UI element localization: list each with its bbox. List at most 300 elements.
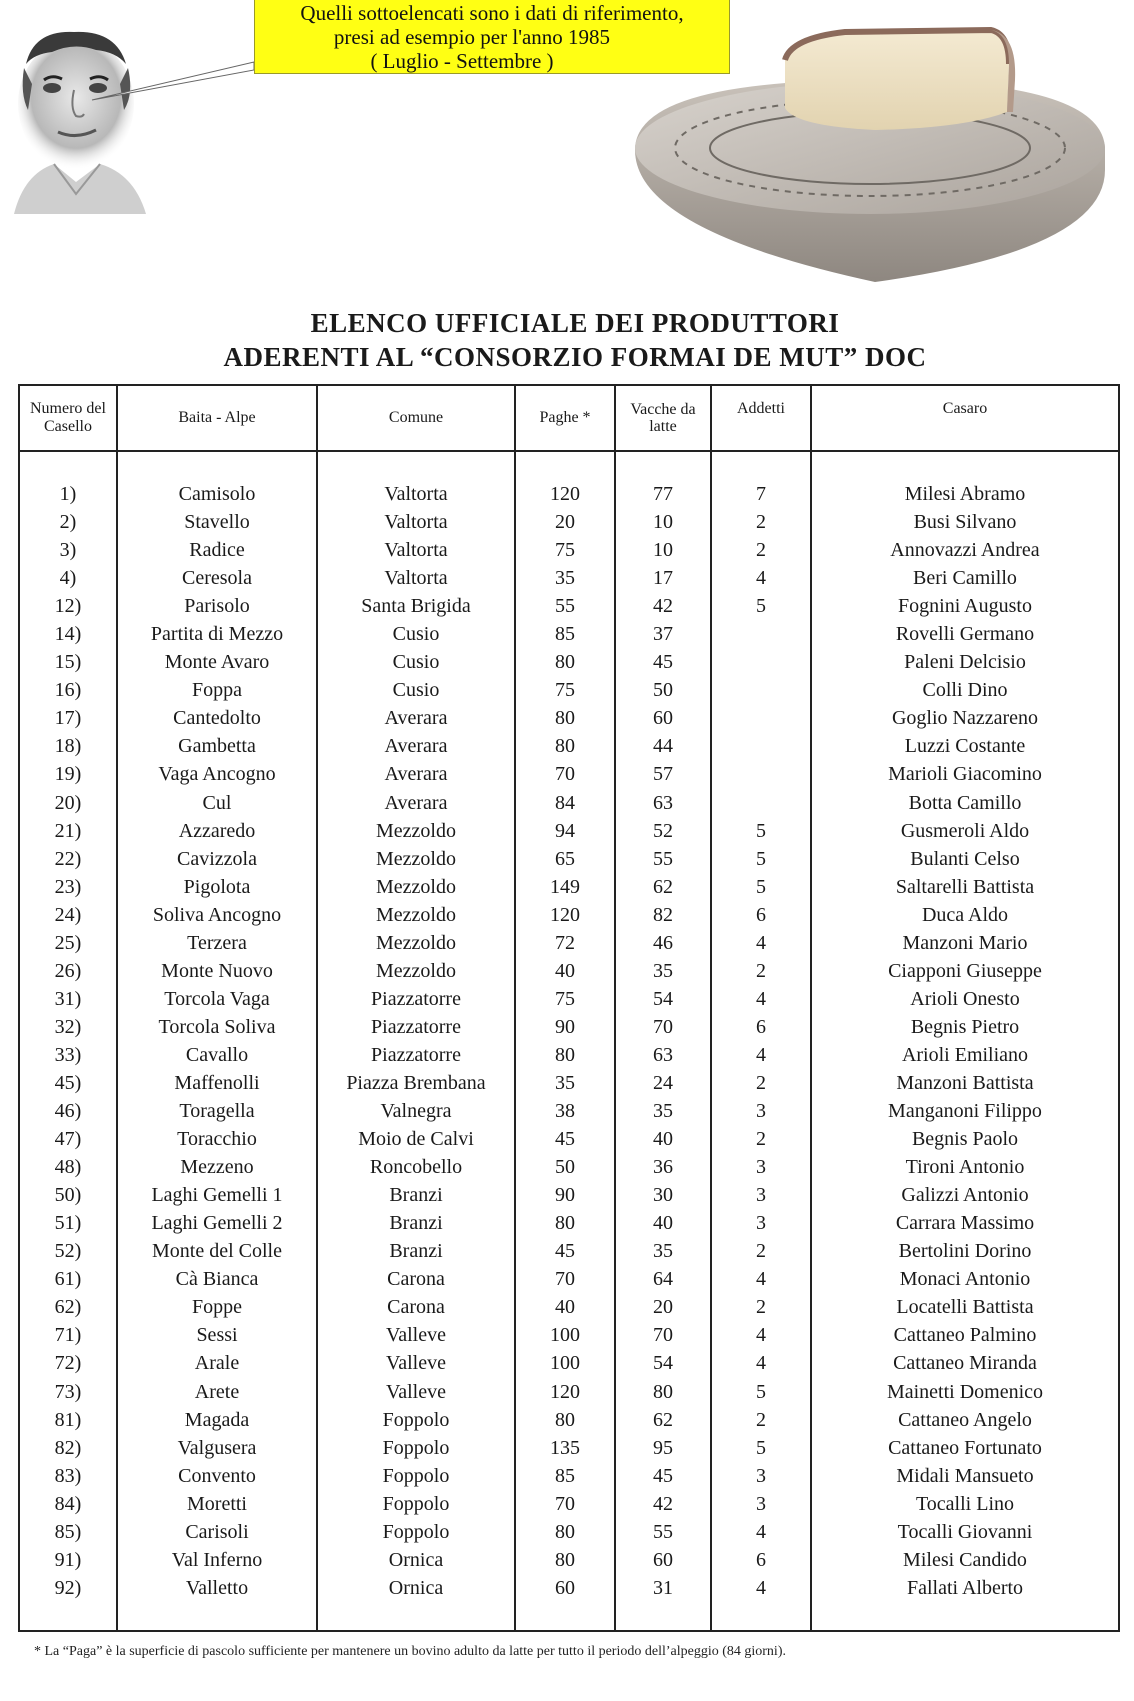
cell-baita: Stavello [184,511,250,534]
cell-addetti: 2 [756,1240,766,1263]
cell-addetti: 5 [756,875,766,898]
cell-baita: Cul [202,791,232,814]
cell-numero: 31) [54,987,82,1010]
cell-numero: 24) [54,903,82,926]
table-row [20,901,1118,929]
cell-baita: Arete [194,1380,240,1403]
cell-casaro: Ciapponi Giuseppe [888,959,1042,982]
cell-baita: Mezzeno [180,1156,254,1179]
cell-numero: 18) [54,735,82,758]
cell-numero: 16) [54,679,82,702]
cell-comune: Ornica [388,1576,444,1599]
cell-addetti: 2 [756,511,766,534]
cell-paghe: 38 [555,1100,575,1123]
table-row [20,1546,1118,1574]
cell-paghe: 45 [555,1128,575,1151]
cell-comune: Averara [384,735,448,758]
cell-addetti: 4 [756,1520,766,1543]
cell-numero: 21) [54,819,82,842]
cell-baita: Monte del Colle [152,1240,282,1263]
table-row [20,1321,1118,1349]
cell-comune: Piazzatorre [371,987,461,1010]
cell-comune: Valleve [386,1352,446,1375]
cell-numero: 85) [54,1520,82,1543]
cell-baita: Ceresola [182,567,252,590]
cell-casaro: Monaci Antonio [899,1268,1031,1291]
cell-addetti: 4 [756,1576,766,1599]
cell-addetti: 6 [756,1015,766,1038]
cell-numero: 81) [54,1408,82,1431]
cell-paghe: 94 [555,819,575,842]
table-row [20,817,1118,845]
cell-baita: Foppa [192,679,242,702]
header-casaro: Casaro [942,400,988,417]
cell-comune: Mezzoldo [376,959,456,982]
cell-casaro: Galizzi Antonio [901,1184,1029,1207]
cell-baita: Cavizzola [177,847,257,870]
header-numero: Numero del Casello [30,400,106,435]
cell-numero: 72) [54,1352,82,1375]
cell-vacche: 62 [653,875,673,898]
table-row [20,1462,1118,1490]
cell-comune: Branzi [389,1212,443,1235]
table-row [20,1069,1118,1097]
cell-addetti: 4 [756,567,766,590]
cell-vacche: 30 [653,1184,673,1207]
cell-baita: Convento [178,1464,256,1487]
cell-comune: Carona [387,1296,445,1319]
cell-addetti: 4 [756,1352,766,1375]
table-row [20,1490,1118,1518]
header-divider [20,450,1118,452]
cell-casaro: Paleni Delcisio [904,651,1026,674]
cell-baita: Monte Nuovo [161,959,273,982]
cell-baita: Partita di Mezzo [150,623,284,646]
cell-vacche: 55 [653,847,673,870]
cell-vacche: 42 [653,1492,673,1515]
table-row [20,1434,1118,1462]
cell-paghe: 40 [555,1296,575,1319]
cell-numero: 1) [59,483,77,505]
cell-addetti: 6 [756,903,766,926]
cell-vacche: 50 [653,679,673,702]
table-body [20,480,1118,1602]
cell-addetti [712,648,810,676]
cell-addetti: 2 [756,959,766,982]
cell-comune: Ornica [388,1548,444,1571]
cell-addetti: 5 [756,819,766,842]
cell-vacche: 63 [653,791,673,814]
cell-paghe: 20 [555,511,575,534]
table-row [20,508,1118,536]
cell-baita: Torcola Soliva [158,1015,276,1038]
cell-addetti [712,732,810,760]
table-row [20,1293,1118,1321]
cell-baita: Camisolo [178,483,256,505]
cell-vacche: 63 [653,1043,673,1066]
cell-numero: 12) [54,595,82,618]
cell-casaro: Bertolini Dorino [898,1240,1032,1263]
cell-baita: Valletto [185,1576,249,1599]
cell-casaro: Annovazzi Andrea [890,539,1040,562]
cell-addetti: 4 [756,931,766,954]
cell-vacche: 54 [653,1352,673,1375]
cell-addetti: 5 [756,847,766,870]
cell-baita: Toragella [179,1100,255,1123]
table-row [20,704,1118,732]
cell-addetti: 4 [756,1043,766,1066]
table-row [20,873,1118,901]
cell-casaro: Fallati Alberto [906,1576,1024,1599]
cell-vacche: 60 [653,1548,673,1571]
cell-numero: 71) [54,1324,82,1347]
cell-baita: Radice [189,539,245,562]
cell-paghe: 80 [555,1520,575,1543]
cell-paghe: 120 [550,483,580,505]
callout-line-2: presi ad esempio per l'anno 1985 [333,25,611,49]
cell-baita: Magada [184,1408,250,1431]
cell-paghe: 75 [555,539,575,562]
cell-vacche: 64 [653,1268,673,1291]
cell-vacche: 10 [653,539,673,562]
cell-baita: Toracchio [177,1128,257,1151]
cell-paghe: 40 [555,959,575,982]
cell-comune: Foppolo [382,1408,450,1431]
cell-baita: Carisoli [185,1520,249,1543]
cell-comune: Cusio [392,651,440,674]
cheese-wheel-photo [635,20,1115,300]
cell-numero: 83) [54,1464,82,1487]
cell-comune: Branzi [389,1240,443,1263]
cell-baita: Cà Bianca [175,1268,259,1291]
header-baita: Baita - Alpe [178,409,256,426]
cell-numero: 50) [54,1184,82,1207]
cell-comune: Valleve [386,1324,446,1347]
cell-paghe: 90 [555,1015,575,1038]
table-row [20,620,1118,648]
cell-comune: Cusio [392,623,440,646]
cell-comune: Valtorta [384,567,448,590]
cell-paghe: 60 [555,1576,575,1599]
cell-baita: Cantedolto [173,707,261,730]
cell-numero: 33) [54,1043,82,1066]
cell-addetti [712,620,810,648]
cell-baita: Gambetta [178,735,256,758]
cell-casaro: Manganoni Filippo [888,1100,1042,1123]
cell-addetti: 3 [756,1184,766,1207]
cell-comune: Branzi [389,1184,443,1207]
cell-addetti: 5 [756,1436,766,1459]
cell-vacche: 20 [653,1296,673,1319]
cell-casaro: Cattaneo Miranda [893,1352,1037,1375]
cell-baita: Valgusera [177,1436,257,1459]
cell-paghe: 80 [555,735,575,758]
cell-addetti: 5 [756,1380,766,1403]
cell-casaro: Fognini Augusto [898,595,1032,618]
cell-numero: 32) [54,1015,82,1038]
cell-baita: Arale [194,1352,240,1375]
cell-numero: 91) [54,1548,82,1571]
cell-numero: 62) [54,1296,82,1319]
table-row [20,789,1118,817]
cell-comune: Valtorta [384,539,448,562]
cell-casaro: Busi Silvano [913,511,1017,534]
cell-vacche: 45 [653,1464,673,1487]
footnote: * La “Paga” è la superficie di pascolo sufficiente per mantenere un bovino adulto da latte per tutto il periodo dell’alpeggio (84 giorni). [34,1644,786,1659]
cell-vacche: 42 [653,595,673,618]
cell-numero: 52) [54,1240,82,1263]
cell-paghe: 85 [555,623,575,646]
cell-vacche: 54 [653,987,673,1010]
cell-comune: Averara [384,791,448,814]
cell-addetti: 3 [756,1492,766,1515]
cell-numero: 26) [54,959,82,982]
cell-addetti: 3 [756,1464,766,1487]
cell-comune: Roncobello [369,1156,463,1179]
table-row [20,480,1118,508]
cell-baita: Terzera [187,931,247,954]
table-row [20,1574,1118,1602]
title-line-2: ADERENTI AL “CONSORZIO FORMAI DE MUT” DOC [223,342,927,372]
cell-casaro: Beri Camillo [913,567,1017,590]
cell-addetti: 2 [756,1128,766,1151]
cell-numero: 17) [54,707,82,730]
table-row [20,564,1118,592]
cell-vacche: 35 [653,959,673,982]
cell-numero: 22) [54,847,82,870]
table-row [20,845,1118,873]
producers-table [18,384,1120,1632]
cell-vacche: 40 [653,1128,673,1151]
cell-baita: Soliva Ancogno [152,903,282,926]
cell-addetti [712,760,810,788]
cell-baita: Pigolota [183,875,251,898]
cell-casaro: Locatelli Battista [896,1296,1034,1319]
table-row [20,1041,1118,1069]
cell-paghe: 120 [550,903,580,926]
cell-paghe: 149 [550,875,580,898]
cell-casaro: Rovelli Germano [895,623,1035,646]
cell-addetti: 7 [756,483,766,505]
cell-vacche: 60 [653,707,673,730]
cell-casaro: Botta Camillo [908,791,1022,814]
table-row [20,957,1118,985]
cell-baita: Laghi Gemelli 2 [151,1212,283,1235]
cell-paghe: 80 [555,1408,575,1431]
cell-casaro: Cattaneo Fortunato [888,1436,1042,1459]
table-row [20,1518,1118,1546]
cell-vacche: 46 [653,931,673,954]
cell-paghe: 80 [555,707,575,730]
cell-paghe: 85 [555,1464,575,1487]
cell-vacche: 35 [653,1240,673,1263]
cell-casaro: Duca Aldo [921,903,1009,926]
cell-baita: Torcola Vaga [164,987,270,1010]
cell-comune: Valleve [386,1380,446,1403]
cell-paghe: 80 [555,1548,575,1571]
cell-vacche: 40 [653,1212,673,1235]
cell-comune: Mezzoldo [376,819,456,842]
cell-numero: 23) [54,875,82,898]
cell-vacche: 36 [653,1156,673,1179]
table-row [20,676,1118,704]
cell-casaro: Goglio Nazzareno [891,707,1039,730]
cell-addetti: 6 [756,1548,766,1571]
cell-addetti: 5 [756,595,766,618]
cell-numero: 2) [59,511,77,534]
cell-comune: Valtorta [384,483,448,505]
cell-addetti [712,704,810,732]
cell-numero: 3) [59,539,77,562]
cell-numero: 47) [54,1128,82,1151]
cell-paghe: 72 [555,931,575,954]
cell-numero: 48) [54,1156,82,1179]
cell-addetti: 4 [756,1268,766,1291]
cell-paghe: 45 [555,1240,575,1263]
header-vacche: Vacche da latte [630,401,696,435]
cell-comune: Mezzoldo [376,847,456,870]
table-row [20,1378,1118,1406]
cell-casaro: Milesi Abramo [904,483,1026,505]
cell-vacche: 31 [653,1576,673,1599]
cell-numero: 46) [54,1100,82,1123]
cell-addetti: 2 [756,1296,766,1319]
cell-numero: 25) [54,931,82,954]
cell-vacche: 62 [653,1408,673,1431]
table-row [20,1181,1118,1209]
cell-vacche: 45 [653,651,673,674]
table-row [20,1237,1118,1265]
cell-baita: Sessi [196,1324,238,1347]
cell-casaro: Tocalli Giovanni [897,1520,1033,1543]
cell-casaro: Manzoni Battista [896,1071,1034,1094]
cell-addetti [712,789,810,817]
cell-paghe: 70 [555,763,575,786]
callout-line-1: Quelli sottoelencati sono i dati di riferimento, [300,1,684,25]
table-row [20,929,1118,957]
cell-paghe: 50 [555,1156,575,1179]
cell-comune: Piazzatorre [371,1015,461,1038]
cell-paghe: 100 [550,1324,580,1347]
cell-casaro: Tironi Antonio [905,1156,1025,1179]
cell-comune: Mezzoldo [376,875,456,898]
cell-vacche: 37 [653,623,673,646]
cell-baita: Vaga Ancogno [158,763,276,786]
cell-addetti: 3 [756,1156,766,1179]
cell-comune: Averara [384,763,448,786]
header-comune: Comune [388,409,444,426]
cell-vacche: 57 [653,763,673,786]
cell-addetti: 4 [756,1324,766,1347]
table-row [20,1013,1118,1041]
cell-paghe: 35 [555,567,575,590]
callout-line-3: ( Luglio - Settembre ) [370,49,554,73]
cell-vacche: 35 [653,1100,673,1123]
table-row [20,732,1118,760]
cell-vacche: 70 [653,1324,673,1347]
cell-numero: 82) [54,1436,82,1459]
cell-vacche: 77 [653,483,673,505]
cell-vacche: 17 [653,567,673,590]
cell-paghe: 80 [555,651,575,674]
cell-casaro: Colli Dino [922,679,1008,702]
cell-comune: Santa Brigida [361,595,471,618]
cell-comune: Piazza Brembana [346,1071,486,1094]
cell-addetti: 4 [756,987,766,1010]
page-title [150,306,1000,374]
table-row [20,985,1118,1013]
cell-paghe: 70 [555,1268,575,1291]
cell-vacche: 24 [653,1071,673,1094]
cell-casaro: Manzoni Mario [902,931,1028,954]
cell-casaro: Arioli Onesto [910,987,1020,1010]
cell-baita: Azzaredo [178,819,256,842]
cell-casaro: Marioli Giacomino [888,763,1042,786]
cell-baita: Parisolo [184,595,250,618]
cell-numero: 61) [54,1268,82,1291]
cell-casaro: Cattaneo Palmino [893,1324,1037,1347]
cell-casaro: Begnis Pietro [910,1015,1020,1038]
cell-numero: 19) [54,763,82,786]
cell-paghe: 90 [555,1184,575,1207]
cell-paghe: 75 [555,987,575,1010]
cell-comune: Moio de Calvi [358,1128,474,1151]
cell-addetti: 2 [756,1071,766,1094]
cell-numero: 14) [54,623,82,646]
cell-numero: 51) [54,1212,82,1235]
cell-vacche: 95 [653,1436,673,1459]
cell-numero: 45) [54,1071,82,1094]
cell-vacche: 10 [653,511,673,534]
cell-vacche: 82 [653,903,673,926]
cell-paghe: 84 [555,791,575,814]
cell-comune: Cusio [392,679,440,702]
cell-baita: Maffenolli [174,1071,260,1094]
cell-casaro: Saltarelli Battista [895,875,1035,898]
cell-comune: Mezzoldo [376,903,456,926]
header-addetti: Addetti [737,400,785,417]
table-row [20,1406,1118,1434]
cell-comune: Carona [387,1268,445,1291]
table-row [20,536,1118,564]
cell-paghe: 80 [555,1043,575,1066]
cell-addetti [712,676,810,704]
cell-casaro: Bulanti Celso [910,847,1020,870]
table-row [20,648,1118,676]
table-row [20,1349,1118,1377]
cell-vacche: 80 [653,1380,673,1403]
table-row [20,760,1118,788]
cell-vacche: 70 [653,1015,673,1038]
cell-comune: Piazzatorre [371,1043,461,1066]
table-row [20,1265,1118,1293]
cell-comune: Foppolo [382,1492,450,1515]
header-paghe: Paghe * [539,409,591,426]
cell-comune: Valtorta [384,511,448,534]
cell-vacche: 55 [653,1520,673,1543]
cell-numero: 73) [54,1380,82,1403]
cell-casaro: Mainetti Domenico [886,1380,1044,1403]
cell-addetti: 2 [756,1408,766,1431]
cell-casaro: Begnis Paolo [911,1128,1019,1151]
cell-comune: Averara [384,707,448,730]
cell-baita: Val Inferno [171,1548,263,1571]
cell-paghe: 120 [550,1380,580,1403]
table-row [20,592,1118,620]
title-line-1: ELENCO UFFICIALE DEI PRODUTTORI [310,308,840,338]
cell-paghe: 75 [555,679,575,702]
cell-paghe: 135 [550,1436,580,1459]
